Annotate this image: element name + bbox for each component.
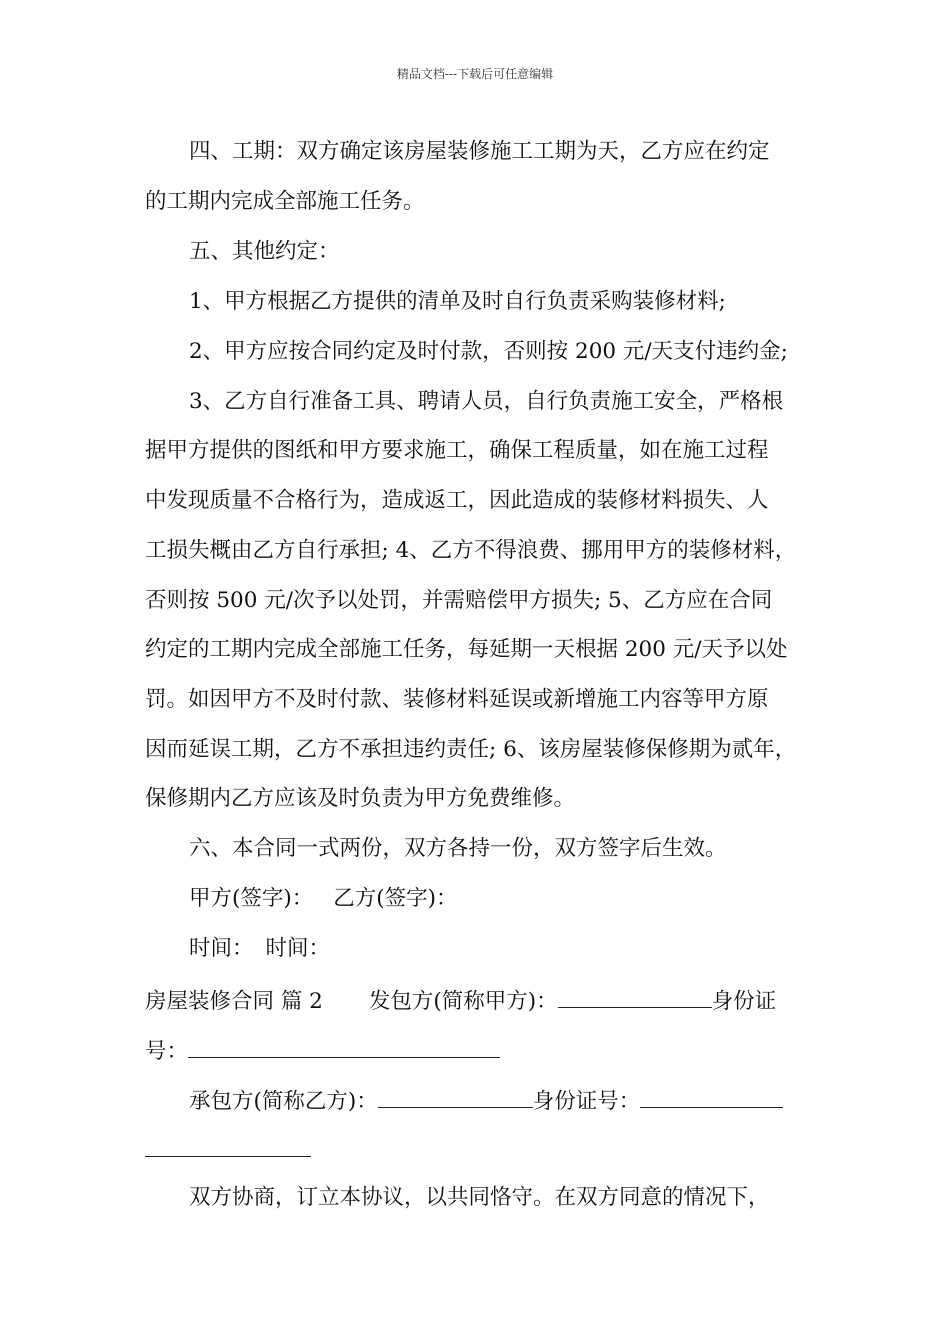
contractor-label: 发包方(简称甲方)：: [368, 989, 558, 1014]
contractor-id-blank: [188, 1035, 500, 1058]
section2-title: 房屋装修合同 篇 2: [145, 989, 323, 1014]
paragraph-line: 1、甲方根据乙方提供的清单及时自行负责采购装修材料;: [189, 289, 726, 314]
signature-line: [189, 885, 458, 913]
party-b-signature-label: 乙方(签字)：: [333, 886, 458, 911]
contractor-name-blank: [558, 985, 712, 1008]
party-a-signature-label: 甲方(签字)：: [189, 886, 314, 911]
paragraph-line: 约定的工期内完成全部施工任务，每延期一天根据 200 元/天予以处: [145, 637, 788, 662]
paragraph-line: 六、本合同一式两份，双方各持一份，双方签字后生效。: [189, 836, 727, 861]
contractee-id-blank: [640, 1085, 783, 1108]
paragraph-line: 五、其他约定：: [189, 239, 340, 264]
time-line: [189, 935, 330, 963]
contractor-id-line: [145, 1035, 500, 1066]
paragraph-line: 的工期内完成全部施工任务。: [145, 189, 425, 214]
contractee-id-blank-continued: [145, 1156, 311, 1157]
contractee-label: 承包方(简称乙方)：: [189, 1089, 378, 1114]
paragraph-line: 双方协商，订立本协议，以共同恪守。在双方同意的情况下，: [189, 1185, 770, 1210]
paragraph-line: 保修期内乙方应该及时负责为甲方免费维修。: [145, 786, 576, 811]
id-number-label-end: 号：: [145, 1039, 189, 1064]
contractee-id-label: 身份证号：: [532, 1089, 641, 1114]
contractee-line: [189, 1085, 783, 1116]
contractee-name-blank: [378, 1085, 533, 1108]
paragraph-line: 罚。如因甲方不及时付款、装修材料延误或新增施工内容等甲方原: [145, 687, 769, 712]
paragraph-line: 否则按 500 元/次予以处罚，并需赔偿甲方损失; 5、乙方应在合同: [145, 588, 773, 613]
id-number-label-start: 身份证: [711, 989, 777, 1014]
paragraph-line: 工损失概由乙方自行承担; 4、乙方不得浪费、挪用甲方的装修材料，: [145, 538, 797, 563]
contract-section2-line: [145, 985, 776, 1016]
page-header-watermark: 精品文档---下载后可任意编辑: [396, 67, 554, 81]
paragraph-line: 据甲方提供的图纸和甲方要求施工，确保工程质量，如在施工过程: [145, 438, 769, 463]
party-b-time-label: 时间：: [265, 936, 331, 961]
paragraph-line: 中发现质量不合格行为，造成返工，因此造成的装修材料损失、人: [145, 488, 769, 513]
paragraph-line: 3、乙方自行准备工具、聘请人员，自行负责施工安全，严格根: [189, 389, 784, 414]
party-a-time-label: 时间：: [189, 936, 254, 961]
paragraph-line: 四、工期：双方确定该房屋装修施工工期为天，乙方应在约定: [189, 139, 770, 164]
paragraph-line: 2、甲方应按合同约定及时付款，否则按 200 元/天支付违约金;: [189, 339, 788, 364]
paragraph-line: 因而延误工期，乙方不承担违约责任; 6、该房屋装修保修期为贰年，: [145, 737, 797, 762]
